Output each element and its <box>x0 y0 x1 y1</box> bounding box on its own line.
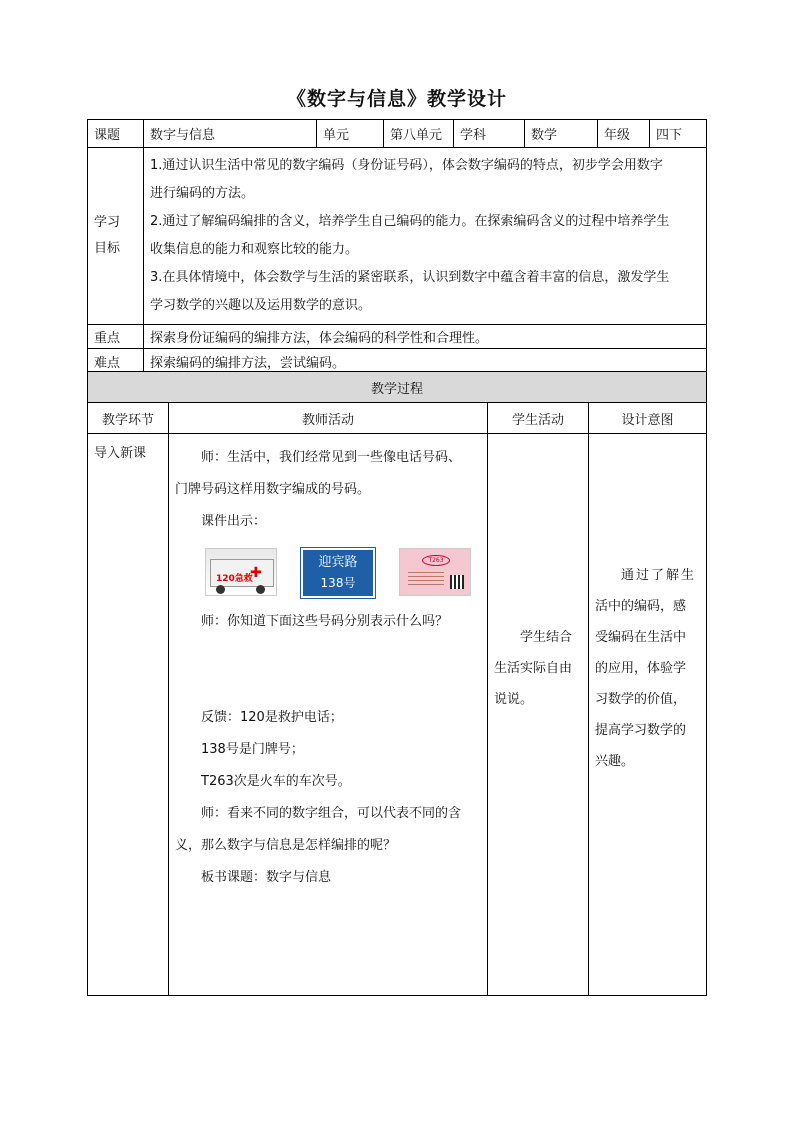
key-point-value: 探索身份证编码的编排方法，体会编码的科学性和合理性。 <box>144 325 707 349</box>
feedback-line: 138号是门牌号； <box>201 742 304 757</box>
student-line: 说说。 <box>494 692 534 707</box>
teacher-question: 师：你知道下面这些号码分别表示什么吗？ <box>201 614 449 629</box>
ambulance-label: 120急救 <box>216 574 253 584</box>
intent-line: 受编码在生活中 <box>595 630 687 645</box>
goals-label: 学习 目标 <box>88 148 144 325</box>
goal-line: 收集信息的能力和观察比较的能力。 <box>150 242 359 257</box>
subject-label: 学科 <box>454 120 525 148</box>
intent-line: 通过了解生 <box>621 568 697 583</box>
intent-line: 活中的编码，感 <box>595 599 687 614</box>
slide-images <box>175 548 481 598</box>
goal-line: 3.在具体情境中，体会数学与生活的紧密联系，认识到数字中蕴含着丰富的信息，激发学生 <box>150 270 670 285</box>
difficulty-value: 探索编码的编排方法，尝试编码。 <box>144 349 707 375</box>
grade-label: 年级 <box>598 120 650 148</box>
intent-line: 习数学的价值， <box>595 692 687 707</box>
intent-line: 兴趣。 <box>595 754 635 769</box>
feedback-line: 义，那么数字与信息是怎样编排的呢？ <box>175 838 397 853</box>
subject-value: 数学 <box>525 120 598 148</box>
sign-street: 迎宾路 <box>318 555 358 570</box>
teacher-line: 课件出示： <box>201 514 267 529</box>
goal-line: 进行编码的方法。 <box>150 186 255 201</box>
key-point-label: 重点 <box>88 325 144 349</box>
course-label: 课题 <box>88 120 144 148</box>
student-line: 学生结合 <box>520 630 573 645</box>
stage-cell: 导入新课 <box>88 434 169 996</box>
goals-row <box>88 148 707 325</box>
intent-line: 的应用，体验学 <box>595 661 687 676</box>
wheel-icon <box>216 585 225 594</box>
header-student: 学生活动 <box>488 403 589 434</box>
ambulance-image <box>205 548 277 596</box>
goal-line: 学习数学的兴趣以及运用数学的意识。 <box>150 298 372 313</box>
feedback-line: 反馈：120是救护电话； <box>201 710 343 725</box>
qr-code-icon <box>450 575 464 589</box>
unit-value: 第八单元 <box>384 120 454 148</box>
document-title: 《数字与信息》教学设计 <box>286 88 507 110</box>
house-number-sign-image <box>301 548 375 598</box>
train-ticket-image <box>399 548 471 596</box>
process-header-row <box>88 403 707 434</box>
student-line: 生活实际自由 <box>494 661 573 676</box>
process-band: 教学过程 <box>88 372 707 403</box>
goal-line: 2.通过了解编码编排的含义，培养学生自己编码的能力。在探索编码含义的过程中培养学生 <box>150 214 670 229</box>
teacher-line: 门牌号码这样用数字编成的号码。 <box>175 482 371 497</box>
goal-line: 1.通过认识生活中常见的数字编码（身份证号码），体会数字编码的特点，初步学会用数字 <box>150 158 663 173</box>
sign-number: 138号 <box>320 576 356 590</box>
key-point-row <box>88 325 707 349</box>
process-row <box>88 434 707 996</box>
process-band-row <box>88 372 707 403</box>
header-teacher: 教师活动 <box>169 403 488 434</box>
difficulty-label: 难点 <box>88 349 144 375</box>
feedback-line: 板书课题：数字与信息 <box>201 870 332 885</box>
header-intent: 设计意图 <box>589 403 707 434</box>
process-table <box>87 371 707 996</box>
info-row <box>88 120 707 148</box>
header-stage: 教学环节 <box>88 403 169 434</box>
feedback-line: 师：看来不同的数字组合，可以代表不同的含 <box>201 806 462 821</box>
wheel-icon <box>256 585 265 594</box>
teacher-line: 师：生活中，我们经常见到一些像电话号码、 <box>201 450 462 465</box>
student-activity <box>488 434 589 996</box>
feedback-line: T263次是火车的车次号。 <box>201 774 351 789</box>
course-value: 数字与信息 <box>144 120 317 148</box>
design-intent <box>589 434 707 996</box>
teacher-activity <box>169 434 488 996</box>
red-cross-icon: ✚ <box>250 565 262 581</box>
goals-content <box>144 148 707 325</box>
grade-value: 四下 <box>650 120 707 148</box>
intent-line: 提高学习数学的 <box>595 723 687 738</box>
ticket-train-number: T263 <box>422 555 450 566</box>
info-table <box>87 119 707 375</box>
unit-label: 单元 <box>317 120 384 148</box>
